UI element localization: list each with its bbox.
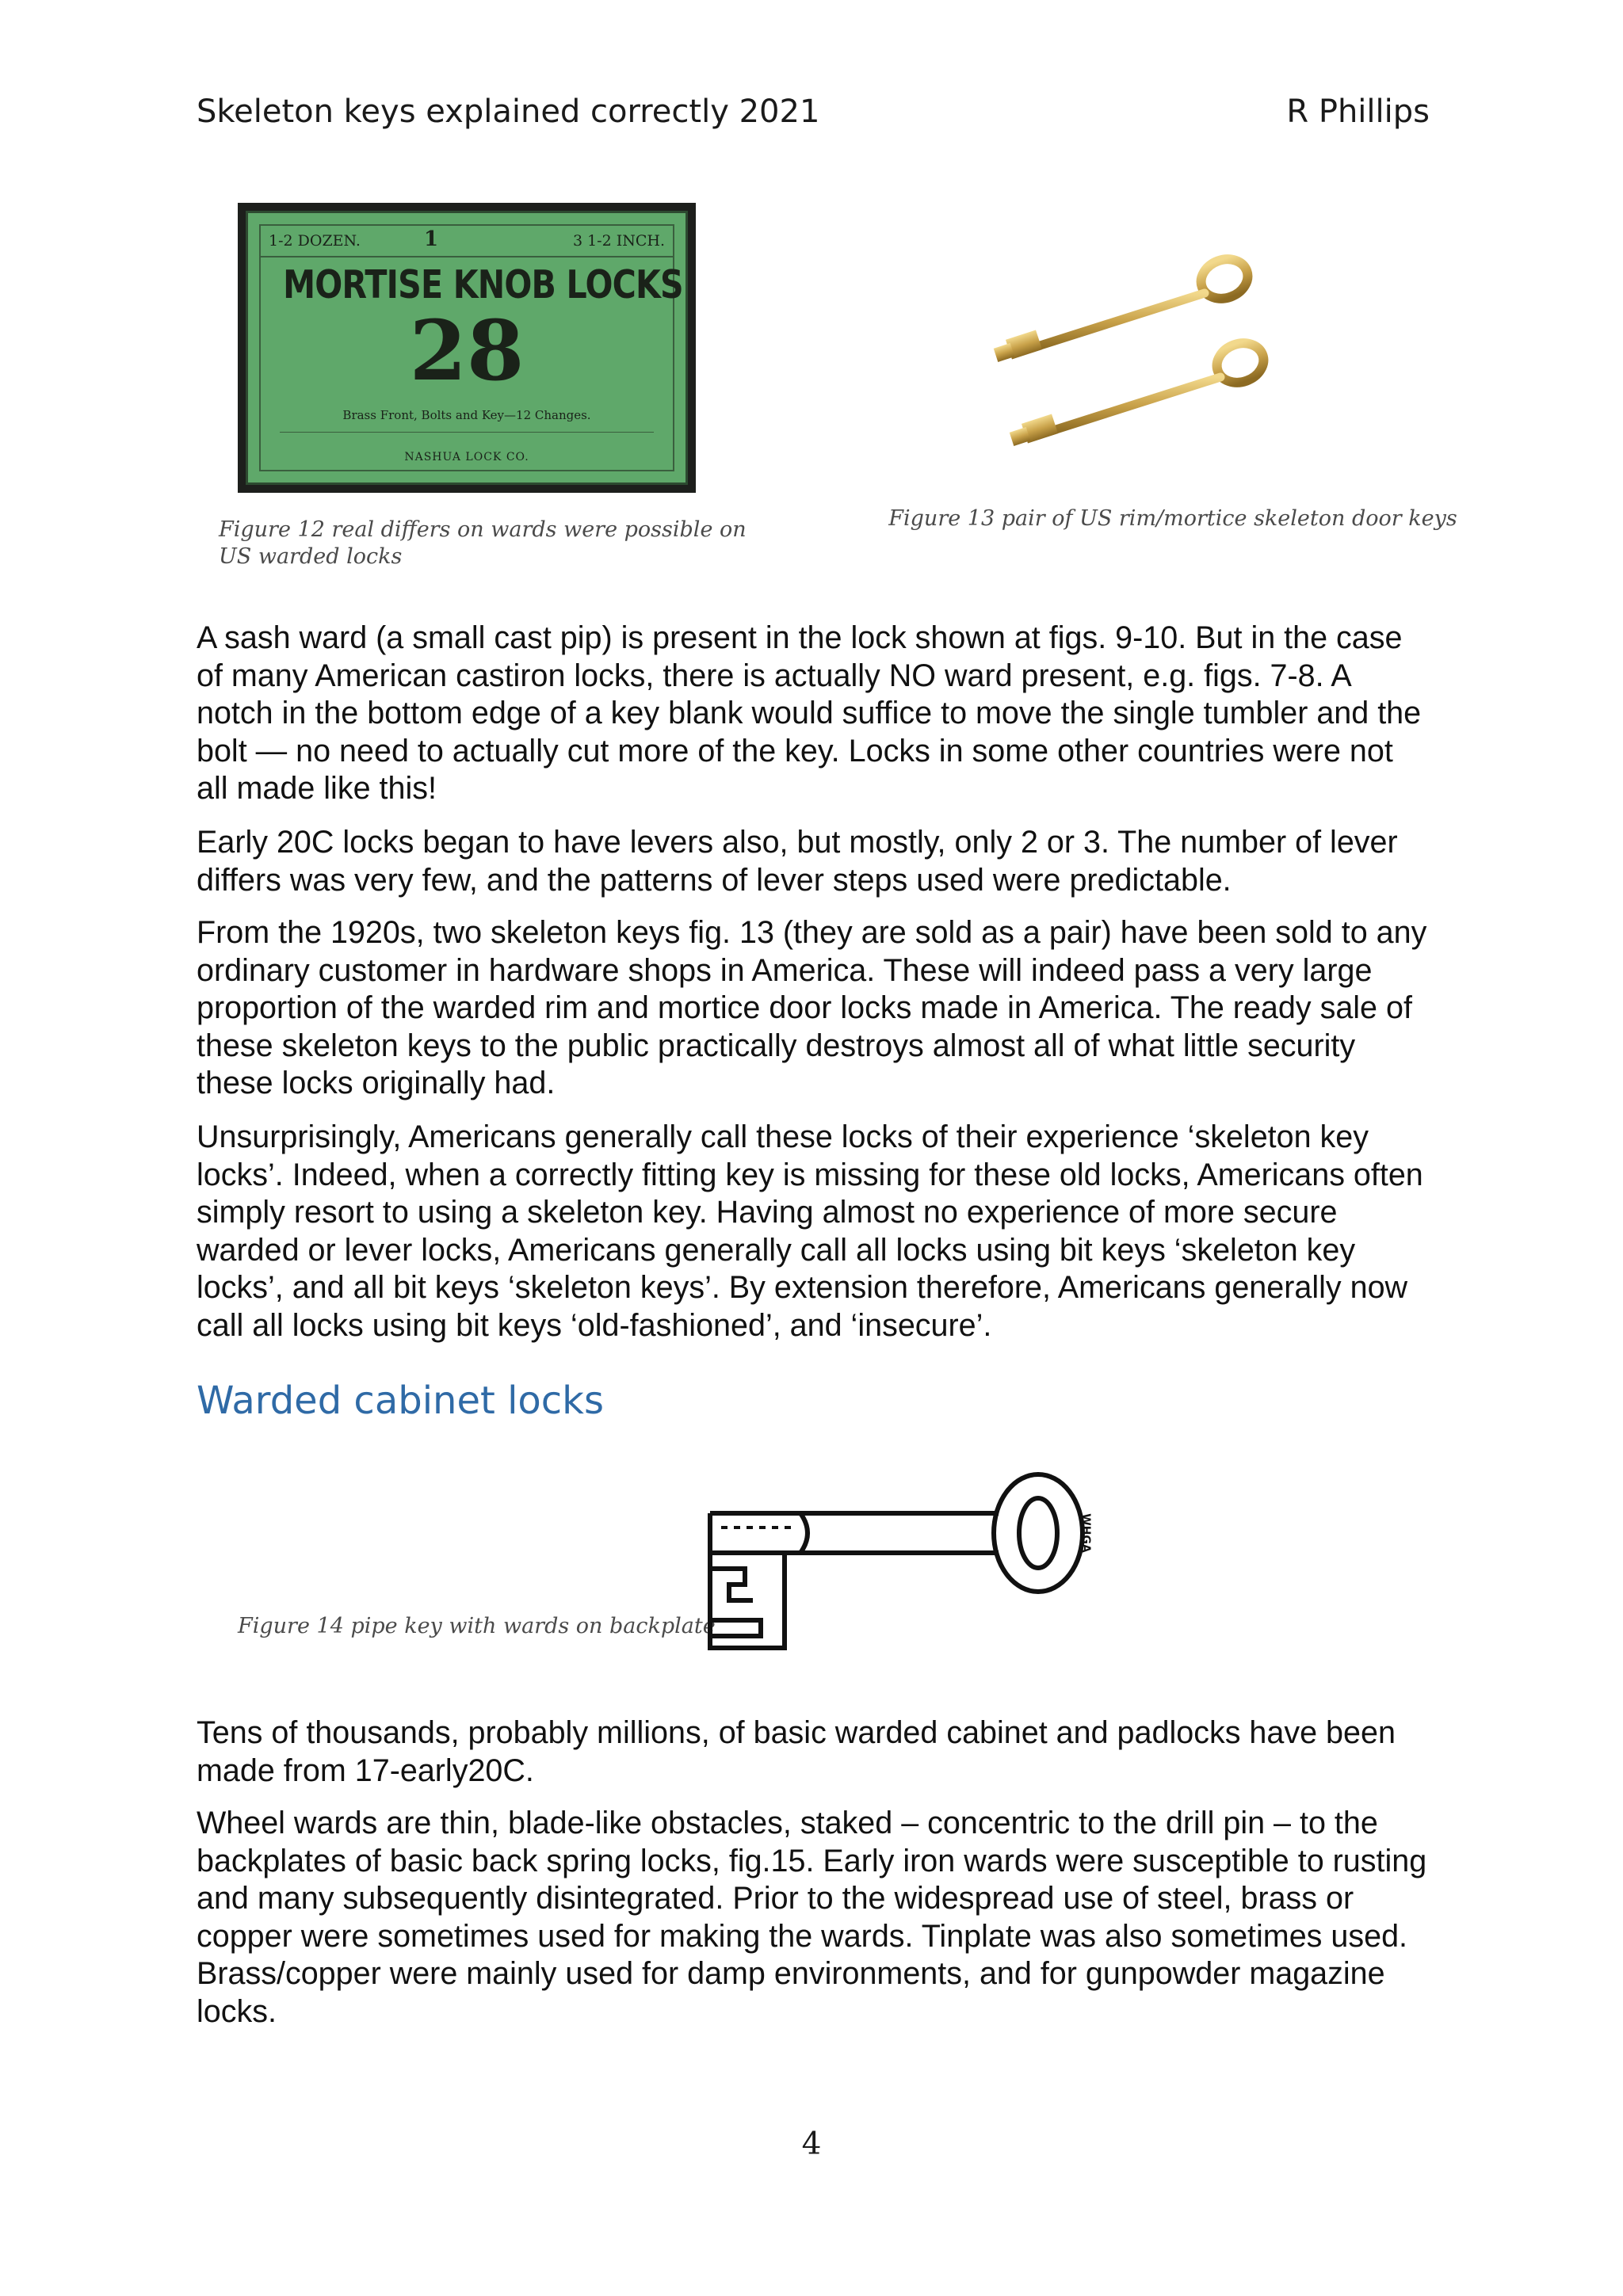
green-box-label [246,211,688,485]
paragraph-sash-ward: A sash ward (a small cast pip) is present in the lock shown at figs. 9-10. But in the case of many American castiron locks, there is actually NO ward present, e.g. figs. 7-8. A notch in the bottom edge of a key blank would suffice to move the single tumbler and the bolt — no need to actually cut more of the key. Locks in some other countries were not all made like this! [197,620,1422,806]
label-number: 1 [424,227,439,251]
label-divider-bottom [280,432,654,433]
figure-14-caption: Figure 14 pipe key with wards on backplate [238,1614,716,1638]
header-author: R Phillips [1286,93,1430,130]
label-quantity: 1-2 DOZEN. [269,232,361,250]
figure-13-skeleton-keys-image [959,238,1276,460]
skeleton-key-lower [1010,337,1270,446]
label-divider [259,256,674,257]
section-heading-warded-cabinet-locks: Warded cabinet locks [197,1379,604,1423]
label-description: Brass Front, Bolts and Key—12 Changes. [342,408,591,422]
paragraph-skeleton-key-locks: Unsurprisingly, Americans generally call these locks of their experience ‘skeleton key locks’. Indeed, when a correctly fitting key is missing for these old locks, Americans often simply resort to using a skeleton key. Having almost no experience of more secure warded or lever locks, Americans generally call all locks using bit keys ‘skeleton key locks’, and all bit keys ‘skeleton keys’. By extension therefore, Americans generally now call all locks using bit keys ‘old-fashioned’, and ‘insecure’. [197,1119,1423,1343]
paragraph-tens-of-thousands: Tens of thousands, probably millions, of basic warded cabinet and padlocks have been made from 17-early20C. [197,1715,1396,1788]
label-model-number: 28 [409,302,525,399]
label-size: 3 1-2 INCH. [572,232,665,250]
label-title: MORTISE KNOB LOCKS [283,262,683,307]
figure-12-lock-label-image [238,203,696,493]
key-bow-mark: WHGA [1079,1513,1092,1553]
page-number: 4 [801,2126,822,2162]
figure-13-caption: Figure 13 pair of US rim/mortice skeleton door keys [888,506,1457,531]
label-maker: NASHUA LOCK CO. [404,451,529,463]
paragraph-early-20c-levers: Early 20C locks began to have levers also, but mostly, only 2 or 3. The number of lever differs was very few, and the patterns of lever steps used were predictable. [197,825,1398,898]
paragraph-1920s-skeleton-keys: From the 1920s, two skeleton keys fig. 13 (they are sold as a pair) have been sold to any ordinary customer in hardware shops in America. These will indeed pass a very large proportion of the warded rim and mortice door locks made in America. The ready sale of these skeleton keys to the public practically destroys almost all of what little security these locks originally had. [197,915,1427,1100]
header-title: Skeleton keys explained correctly 2021 [197,93,820,130]
figure-12-caption: Figure 12 real differs on wards were possible on US warded locks [219,517,747,569]
paragraph-wheel-wards: Wheel wards are thin, blade-like obstacles, staked – concentric to the drill pin – to the backplates of basic back spring locks, fig.15. Early iron wards were susceptible to rusting and many subsequently disintegrated. Prior to the widespread use of steel, brass or copper were sometimes used for making the wards. Tinplate was also sometimes used. Brass/copper were mainly used for damp environments, and for gunpowder magazine locks. [197,1806,1427,2029]
figure-14-pipe-key-drawing [697,1466,1109,1656]
skeleton-key-upper [994,253,1254,362]
